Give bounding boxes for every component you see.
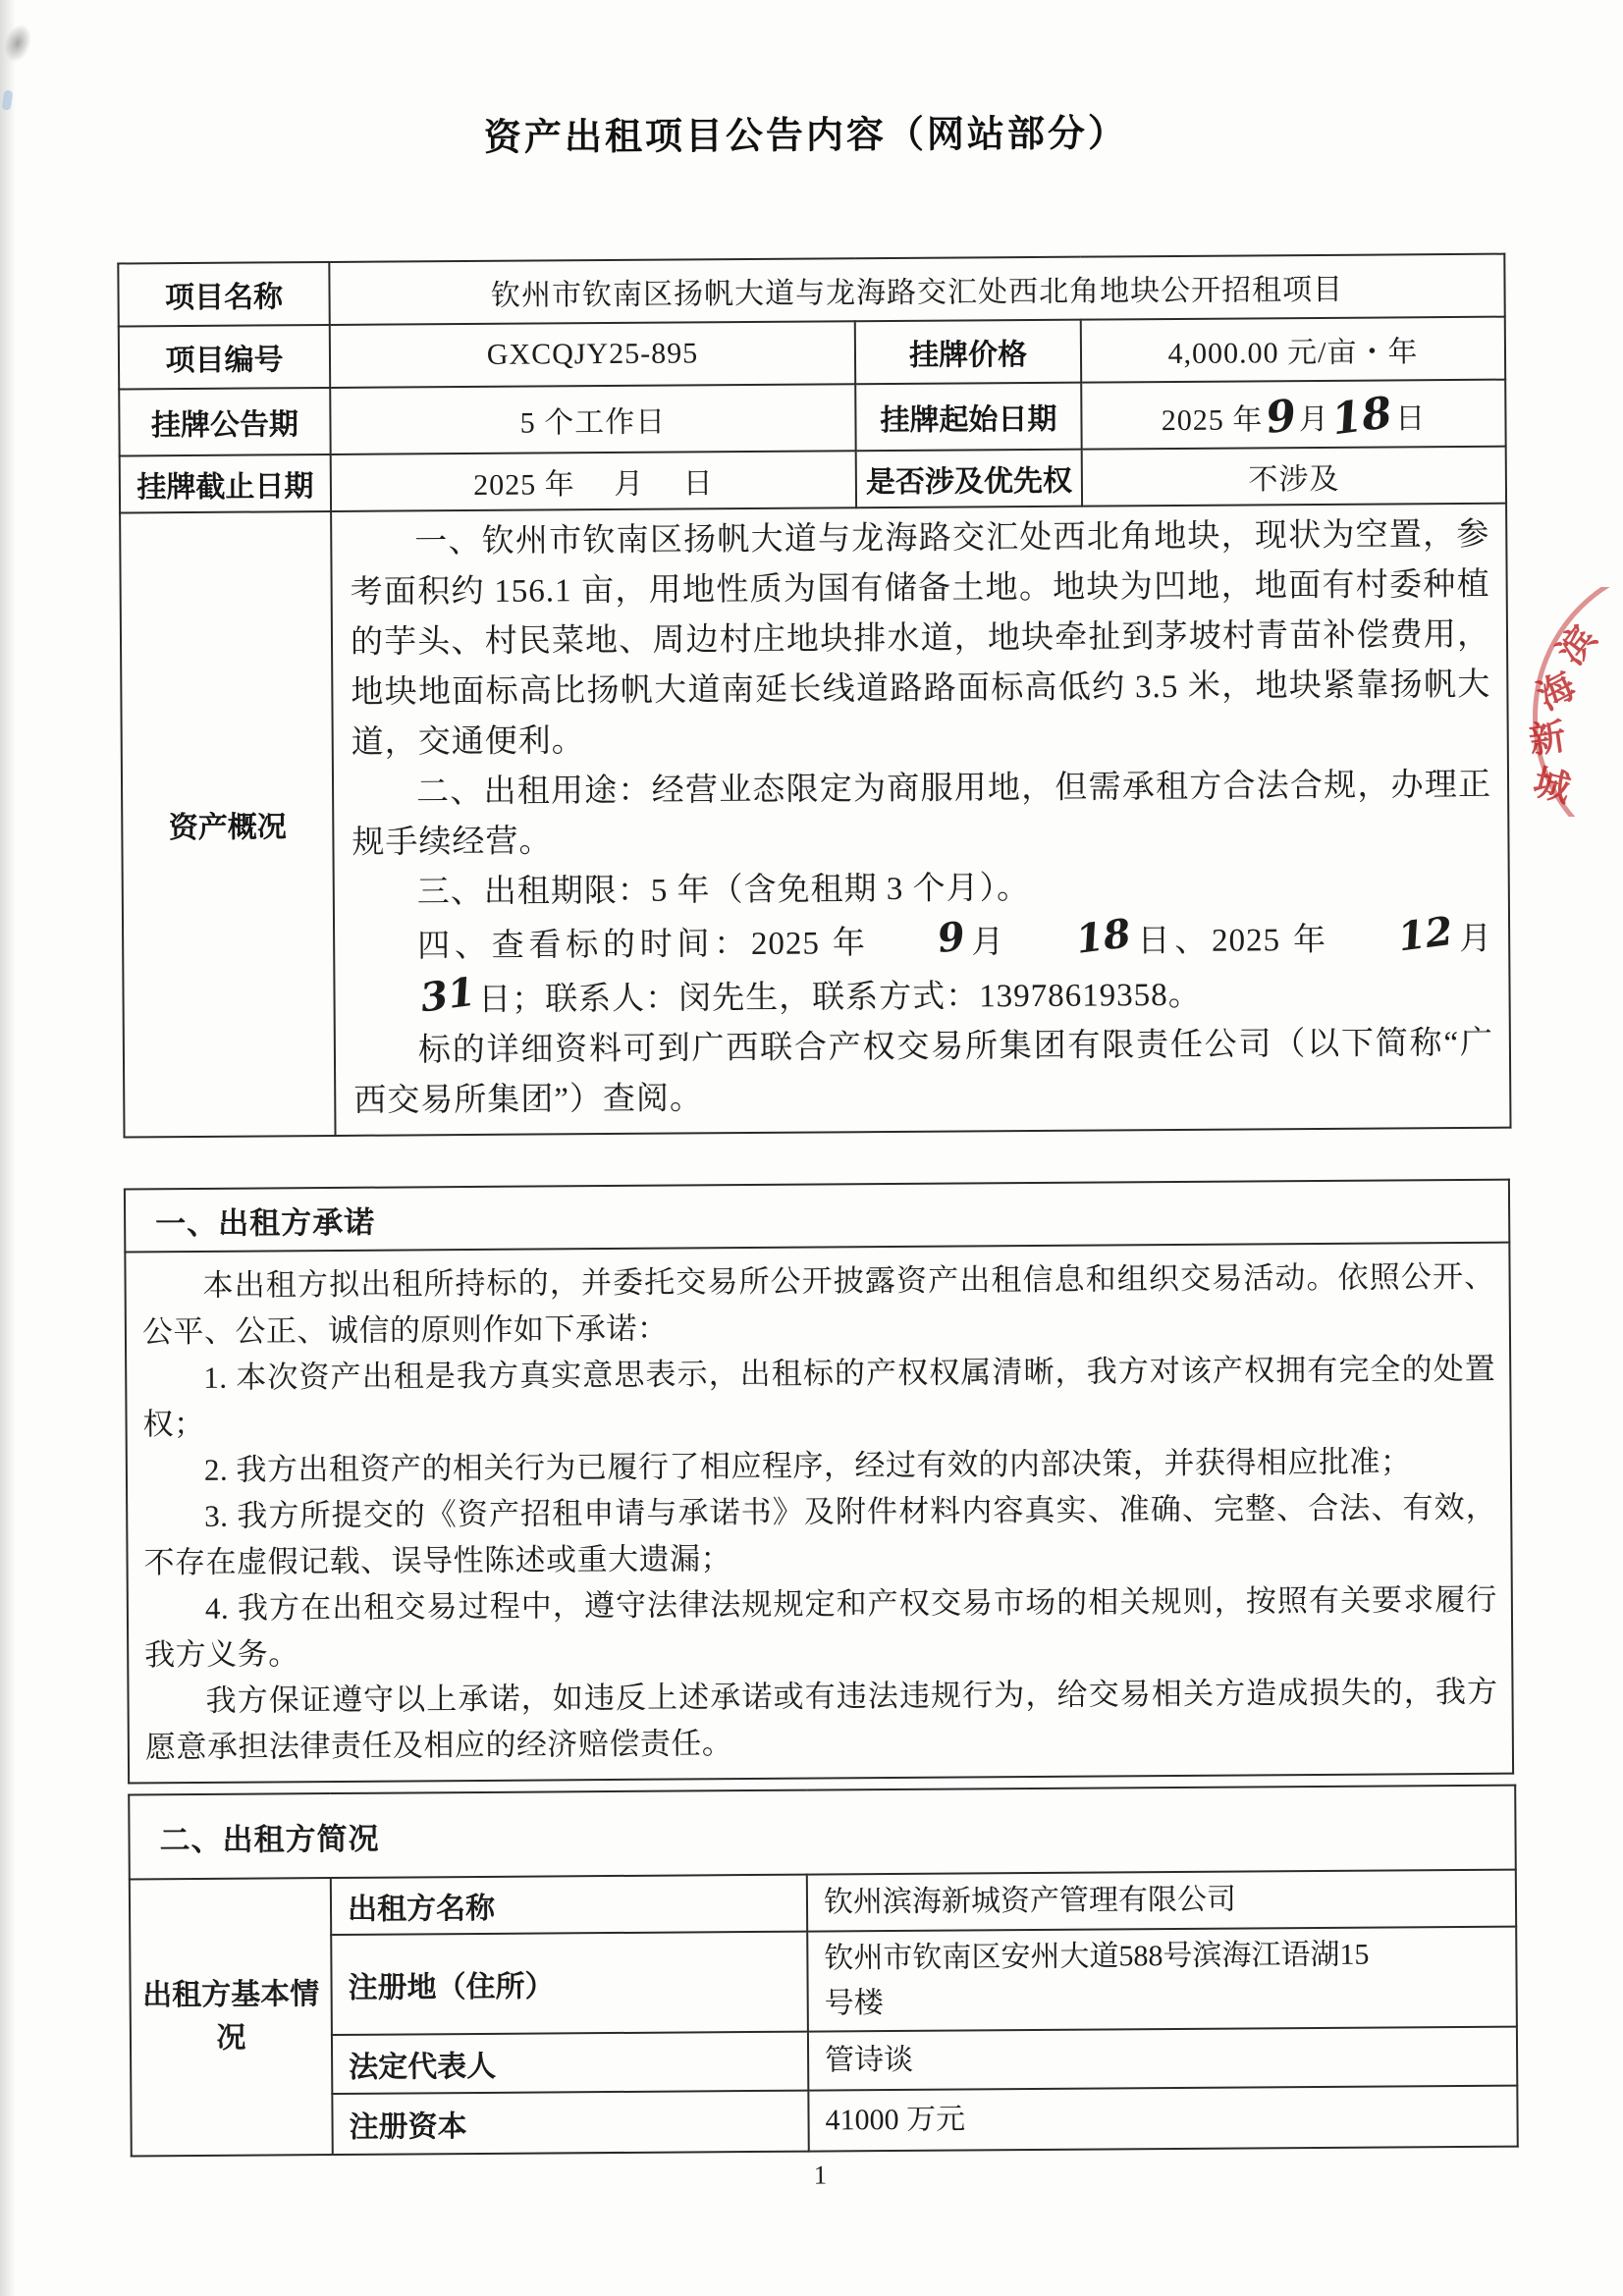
inspection-time-text: 四、查看标的时间：2025 年	[417, 926, 870, 965]
commitment-table	[124, 1179, 1514, 1785]
project-code-value: GXCQJY25-895	[330, 321, 855, 388]
stamp-character: 城	[1529, 762, 1575, 810]
registered-capital-label: 注册资本	[332, 2091, 808, 2155]
table-row	[125, 1180, 1509, 1253]
priority-right-value: 不涉及	[1082, 447, 1506, 507]
priority-right-label: 是否涉及优先权	[856, 450, 1082, 508]
end-date-value: 2025 年 月 日	[331, 451, 856, 511]
lessor-profile-table	[128, 1785, 1519, 2158]
table-row	[119, 380, 1505, 456]
registered-capital-value: 41000 万元	[808, 2086, 1517, 2152]
lessor-group-label: 出租方基本情况	[130, 1878, 333, 2156]
inspection-time-text: 月	[1455, 921, 1493, 957]
start-date-month-handwritten: 9	[1263, 389, 1300, 444]
overview-paragraph	[352, 907, 1493, 1027]
start-date-month-unit: 月	[1298, 402, 1330, 436]
table-row	[120, 504, 1510, 1138]
table-row	[131, 2027, 1517, 2096]
listing-price-label: 挂牌价格	[855, 320, 1081, 385]
stamp-character: 海	[1531, 665, 1583, 718]
listing-price-value: 4,000.00 元/亩・年	[1081, 317, 1505, 383]
start-date-day-handwritten: 18	[1328, 387, 1396, 445]
lessor-name-value: 钦州滨海新城资产管理有限公司	[807, 1870, 1516, 1932]
commitment-heading: 一、出租方承诺	[125, 1180, 1509, 1253]
project-name-label: 项目名称	[118, 262, 329, 326]
inspection-day2-handwritten: 31	[417, 968, 478, 1022]
table-row	[130, 1927, 1517, 2037]
table-row	[129, 1786, 1516, 1880]
inspection-time-text: 月	[967, 925, 1009, 961]
start-date-day-unit: 日	[1395, 401, 1427, 435]
commitment-paragraph: 2. 我方出租资产的相关行为已履行了相应程序，经过有效的内部决策，并获得相应批准；	[203, 1444, 1412, 1487]
commitment-paragraph: 我方保证遵守以上承诺，如违反上述承诺或有违法违规行为，给交易相关方造成损失的，我方愿意承担法律责任及相应的经济赔偿责任。	[144, 1674, 1498, 1765]
project-name-value: 钦州市钦南区扬帆大道与龙海路交汇处西北角地块公开招租项目	[329, 254, 1504, 325]
project-info-table	[117, 253, 1511, 1139]
commitment-paragraph: 1. 本次资产出租是我方真实意思表示，出租标的产权权属清晰，我方对该产权拥有完全的处置权；	[142, 1351, 1496, 1442]
table-row	[120, 447, 1506, 513]
overview-paragraph: 三、出租期限：5 年（含免租期 3 个月）。	[416, 871, 1031, 911]
end-date-label: 挂牌截止日期	[120, 454, 331, 512]
stamp-character: 滨	[1549, 617, 1604, 672]
lessor-name-label: 出租方名称	[331, 1875, 807, 1935]
commitment-text	[125, 1243, 1513, 1784]
overview-paragraph: 一、钦州市钦南区扬帆大道与龙海路交汇处西北角地块，现状为空置，参考面积约 156.1 亩，用地性质为国有储备土地。地块为凹地，地面有村委种植的芋头、村民菜地、周边村庄地块排水道，地块牵扯到茅坡村青苗补偿费用，地块地面标高比扬帆大道南延长线道路路面标高低约 3.5 米，地块紧靠扬帆大道，交通便利。	[350, 516, 1491, 761]
announcement-period-label: 挂牌公告期	[119, 388, 330, 455]
project-code-label: 项目编号	[119, 325, 330, 389]
table-row	[130, 1870, 1516, 1937]
start-date-year: 2025 年	[1161, 402, 1264, 437]
inspection-month1-handwritten: 9	[934, 912, 968, 963]
overview-paragraph: 二、出租用途：经营业态限定为商服用地，但需承租方合法合规，办理正规手续经营。	[352, 767, 1492, 861]
start-date-label: 挂牌起始日期	[855, 383, 1081, 452]
inspection-day1-handwritten: 18	[1072, 910, 1134, 963]
commitment-paragraph: 4. 我方在出租交易过程中，遵守法律法规规定和产权交易市场的相关规则，按照有关要求履行我方义务。	[144, 1581, 1497, 1673]
inspection-time-text: 日、2025 年	[1133, 922, 1330, 960]
overview-paragraph: 标的详细资料可到广西联合产权交易所集团有限责任公司（以下简称“广西交易所集团”）查阅。	[353, 1025, 1494, 1119]
inspection-month2-handwritten: 12	[1394, 907, 1455, 961]
table-row	[125, 1243, 1513, 1784]
start-date-value	[1081, 380, 1505, 450]
table-row	[118, 254, 1504, 327]
table-row	[119, 317, 1505, 390]
table-row	[131, 2086, 1517, 2157]
commitment-paragraph: 本出租方拟出租所持标的，并委托交易所公开披露资产出租信息和组织交易活动。依照公开、公平、公正、诚信的原则作如下承诺：	[141, 1258, 1495, 1350]
page-title: 资产出租项目公告内容（网站部分）	[483, 113, 1129, 159]
page-number: 1	[813, 2160, 828, 2190]
asset-overview-text	[331, 504, 1510, 1136]
asset-overview-label: 资产概况	[120, 511, 335, 1137]
legal-representative-label: 法定代表人	[332, 2032, 808, 2094]
inspection-time-text: 日；联系人：闵先生，联系方式：13978619358。	[478, 977, 1202, 1018]
stamp-character: 新	[1526, 716, 1569, 762]
announcement-period-value: 5 个工作日	[330, 384, 855, 454]
commitment-paragraph: 3. 我方所提交的《资产招租申请与承诺书》及附件材料内容真实、准确、完整、合法、有效，不存在虚假记载、误导性陈述或重大遗漏；	[143, 1489, 1497, 1580]
legal-representative-value: 管诗谈	[808, 2027, 1517, 2091]
lessor-address-value: 钦州市钦南区安州大道588号滨海江语湖15号楼	[807, 1927, 1517, 2032]
lessor-address-label: 注册地（住所）	[331, 1932, 808, 2035]
lessor-heading: 二、出租方简况	[129, 1786, 1516, 1880]
official-stamp	[1513, 587, 1623, 817]
